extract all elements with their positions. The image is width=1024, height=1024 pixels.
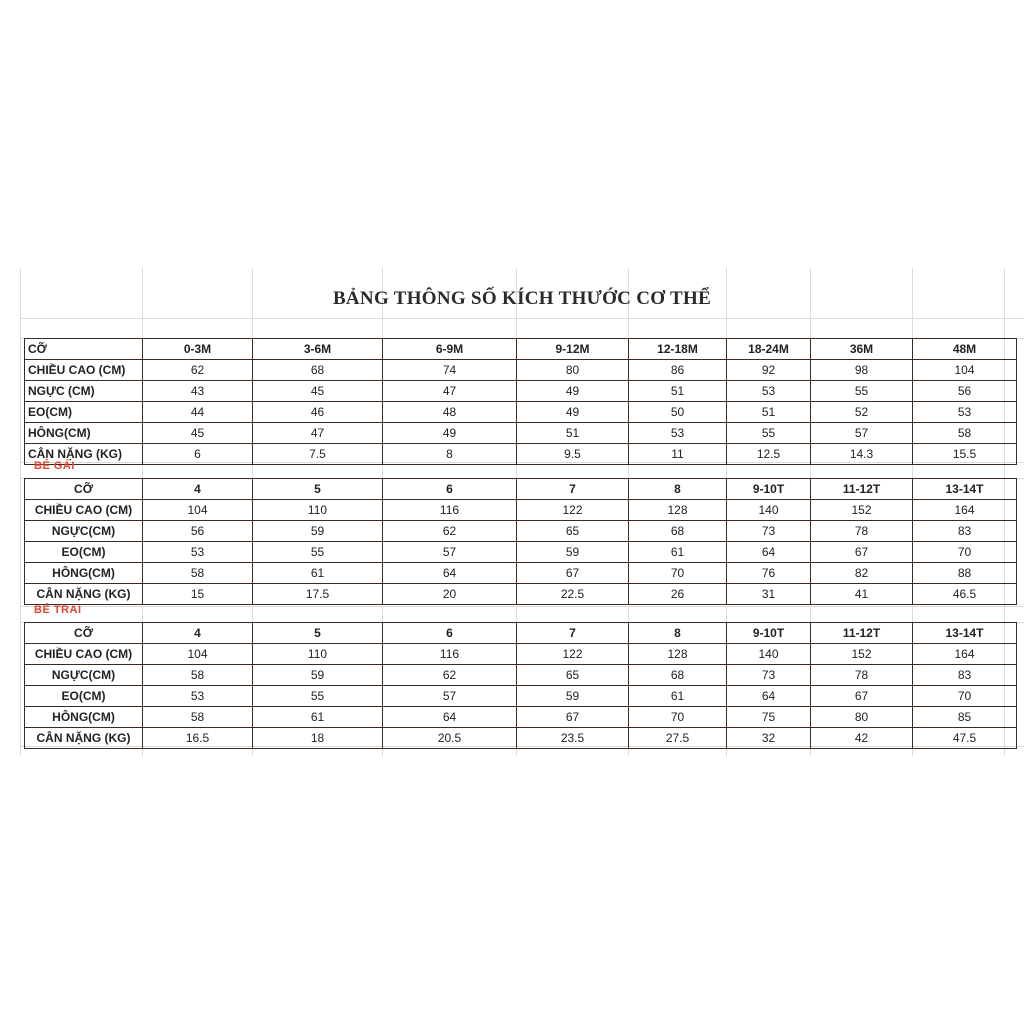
table-cell: 46.5 bbox=[913, 584, 1017, 605]
table-cell: 64 bbox=[383, 707, 517, 728]
table-cell: 6 bbox=[143, 444, 253, 465]
table-cell: 58 bbox=[913, 423, 1017, 444]
size-header-cell: 5 bbox=[253, 479, 383, 500]
table-cell: 67 bbox=[811, 686, 913, 707]
size-header-cell: 12-18M bbox=[629, 339, 727, 360]
row-label: HÔNG(CM) bbox=[25, 707, 143, 728]
table-cell: 55 bbox=[253, 542, 383, 563]
table-cell: 58 bbox=[143, 563, 253, 584]
table-cell: 50 bbox=[629, 402, 727, 423]
size-header-cell: 6-9M bbox=[383, 339, 517, 360]
table-cell: 116 bbox=[383, 500, 517, 521]
table-row bbox=[25, 707, 1017, 728]
table-cell: 55 bbox=[727, 423, 811, 444]
table-cell: 70 bbox=[629, 563, 727, 584]
spreadsheet bbox=[20, 268, 1024, 756]
table-row bbox=[25, 563, 1017, 584]
table-cell: 44 bbox=[143, 402, 253, 423]
table-cell: 70 bbox=[913, 542, 1017, 563]
page-title: BẢNG THÔNG SỐ KÍCH THƯỚC CƠ THỂ bbox=[332, 288, 712, 309]
table-cell: 26 bbox=[629, 584, 727, 605]
size-header-cell: 13-14T bbox=[913, 479, 1017, 500]
table-row bbox=[25, 521, 1017, 542]
table-cell: 104 bbox=[913, 360, 1017, 381]
table-row bbox=[25, 665, 1017, 686]
table-cell: 31 bbox=[727, 584, 811, 605]
table-row bbox=[25, 584, 1017, 605]
table-cell: 61 bbox=[253, 563, 383, 584]
table-cell: 61 bbox=[629, 542, 727, 563]
table-cell: 128 bbox=[629, 500, 727, 521]
table-cell: 56 bbox=[143, 521, 253, 542]
table-cell: 42 bbox=[811, 728, 913, 749]
row-label: EO(CM) bbox=[25, 402, 143, 423]
table-row bbox=[25, 381, 1017, 402]
table-cell: 45 bbox=[143, 423, 253, 444]
table-cell: 55 bbox=[811, 381, 913, 402]
table-cell: 9.5 bbox=[517, 444, 629, 465]
size-header-row bbox=[25, 623, 1017, 644]
table-cell: 65 bbox=[517, 665, 629, 686]
table-cell: 152 bbox=[811, 644, 913, 665]
table-cell: 53 bbox=[913, 402, 1017, 423]
table-cell: 104 bbox=[143, 644, 253, 665]
table-cell: 32 bbox=[727, 728, 811, 749]
table-cell: 27.5 bbox=[629, 728, 727, 749]
table-cell: 61 bbox=[629, 686, 727, 707]
table-cell: 59 bbox=[253, 521, 383, 542]
table-cell: 110 bbox=[253, 500, 383, 521]
table-cell: 68 bbox=[629, 665, 727, 686]
size-header-cell: 6 bbox=[383, 479, 517, 500]
table-cell: 140 bbox=[727, 644, 811, 665]
row-label: NGỰC(CM) bbox=[25, 521, 143, 542]
table-cell: 47 bbox=[253, 423, 383, 444]
row-label: NGỰC(CM) bbox=[25, 665, 143, 686]
size-header-cell: 9-12M bbox=[517, 339, 629, 360]
size-header-cell: 4 bbox=[143, 479, 253, 500]
table-cell: 48 bbox=[383, 402, 517, 423]
table-cell: 78 bbox=[811, 665, 913, 686]
table-cell: 116 bbox=[383, 644, 517, 665]
table-cell: 65 bbox=[517, 521, 629, 542]
table-cell: 70 bbox=[913, 686, 1017, 707]
table-cell: 82 bbox=[811, 563, 913, 584]
size-table-infant bbox=[24, 338, 1017, 465]
row-label: CÂN NẶNG (KG) bbox=[25, 584, 143, 605]
table-cell: 83 bbox=[913, 521, 1017, 542]
table-cell: 128 bbox=[629, 644, 727, 665]
size-header-cell: 36M bbox=[811, 339, 913, 360]
table-cell: 59 bbox=[517, 542, 629, 563]
table-cell: 98 bbox=[811, 360, 913, 381]
table-cell: 16.5 bbox=[143, 728, 253, 749]
table-cell: 23.5 bbox=[517, 728, 629, 749]
table-cell: 41 bbox=[811, 584, 913, 605]
table-cell: 83 bbox=[913, 665, 1017, 686]
table-cell: 7.5 bbox=[253, 444, 383, 465]
table-cell: 51 bbox=[727, 402, 811, 423]
table-cell: 62 bbox=[143, 360, 253, 381]
size-header-cell: 8 bbox=[629, 479, 727, 500]
table-cell: 122 bbox=[517, 500, 629, 521]
table-cell: 53 bbox=[143, 686, 253, 707]
table-row bbox=[25, 423, 1017, 444]
table-cell: 49 bbox=[517, 381, 629, 402]
table-cell: 51 bbox=[629, 381, 727, 402]
table-cell: 152 bbox=[811, 500, 913, 521]
table-cell: 52 bbox=[811, 402, 913, 423]
table-row bbox=[25, 402, 1017, 423]
table-cell: 45 bbox=[253, 381, 383, 402]
row-label: CÂN NẶNG (KG) bbox=[25, 444, 143, 465]
table-cell: 80 bbox=[517, 360, 629, 381]
size-header-cell: 18-24M bbox=[727, 339, 811, 360]
table-cell: 104 bbox=[143, 500, 253, 521]
table-cell: 53 bbox=[727, 381, 811, 402]
gridline bbox=[20, 318, 1024, 319]
table-cell: 15.5 bbox=[913, 444, 1017, 465]
size-header-row bbox=[25, 339, 1017, 360]
table-cell: 67 bbox=[517, 707, 629, 728]
size-header-cell: 9-10T bbox=[727, 623, 811, 644]
table-cell: 8 bbox=[383, 444, 517, 465]
table-cell: 53 bbox=[629, 423, 727, 444]
row-label: CHIỀU CAO (CM) bbox=[25, 500, 143, 521]
table-cell: 122 bbox=[517, 644, 629, 665]
row-label: NGỰC (CM) bbox=[25, 381, 143, 402]
table-cell: 46 bbox=[253, 402, 383, 423]
size-header-row bbox=[25, 479, 1017, 500]
size-header-cell: 7 bbox=[517, 623, 629, 644]
table-cell: 11 bbox=[629, 444, 727, 465]
size-header-cell: 48M bbox=[913, 339, 1017, 360]
row-label: EO(CM) bbox=[25, 542, 143, 563]
table-cell: 15 bbox=[143, 584, 253, 605]
row-label: HÔNG(CM) bbox=[25, 423, 143, 444]
table-cell: 67 bbox=[811, 542, 913, 563]
table-cell: 20 bbox=[383, 584, 517, 605]
table-row bbox=[25, 444, 1017, 465]
size-header-cell: 9-10T bbox=[727, 479, 811, 500]
table-cell: 12.5 bbox=[727, 444, 811, 465]
table-cell: 57 bbox=[383, 686, 517, 707]
table-row bbox=[25, 360, 1017, 381]
table-cell: 68 bbox=[629, 521, 727, 542]
row-label: CỠ bbox=[25, 623, 143, 644]
size-header-cell: 8 bbox=[629, 623, 727, 644]
table-cell: 88 bbox=[913, 563, 1017, 584]
table-cell: 55 bbox=[253, 686, 383, 707]
table-cell: 43 bbox=[143, 381, 253, 402]
table-cell: 64 bbox=[727, 686, 811, 707]
section-label-boys: BÉ TRAI bbox=[34, 604, 82, 616]
size-header-cell: 7 bbox=[517, 479, 629, 500]
table-cell: 51 bbox=[517, 423, 629, 444]
row-label: HÔNG(CM) bbox=[25, 563, 143, 584]
table-cell: 78 bbox=[811, 521, 913, 542]
gridline bbox=[20, 268, 21, 756]
row-label: CHIỀU CAO (CM) bbox=[25, 644, 143, 665]
table-cell: 49 bbox=[517, 402, 629, 423]
table-cell: 86 bbox=[629, 360, 727, 381]
table-row bbox=[25, 644, 1017, 665]
row-label: CÂN NẶNG (KG) bbox=[25, 728, 143, 749]
table-cell: 92 bbox=[727, 360, 811, 381]
size-header-cell: 5 bbox=[253, 623, 383, 644]
table-cell: 73 bbox=[727, 521, 811, 542]
row-label: CỠ bbox=[25, 339, 143, 360]
table-cell: 17.5 bbox=[253, 584, 383, 605]
table-cell: 85 bbox=[913, 707, 1017, 728]
table-cell: 64 bbox=[727, 542, 811, 563]
row-label: CỠ bbox=[25, 479, 143, 500]
table-cell: 140 bbox=[727, 500, 811, 521]
size-header-cell: 0-3M bbox=[143, 339, 253, 360]
table-cell: 110 bbox=[253, 644, 383, 665]
size-table-girls bbox=[24, 478, 1017, 605]
table-cell: 59 bbox=[517, 686, 629, 707]
table-cell: 56 bbox=[913, 381, 1017, 402]
table-row bbox=[25, 500, 1017, 521]
table-cell: 47 bbox=[383, 381, 517, 402]
table-cell: 57 bbox=[383, 542, 517, 563]
table-cell: 53 bbox=[143, 542, 253, 563]
table-cell: 70 bbox=[629, 707, 727, 728]
size-header-cell: 11-12T bbox=[811, 479, 913, 500]
section-label-girls: BÉ GÁI bbox=[34, 460, 75, 472]
size-header-cell: 11-12T bbox=[811, 623, 913, 644]
table-cell: 57 bbox=[811, 423, 913, 444]
table-cell: 64 bbox=[383, 563, 517, 584]
table-cell: 80 bbox=[811, 707, 913, 728]
table-cell: 62 bbox=[383, 665, 517, 686]
table-cell: 164 bbox=[913, 500, 1017, 521]
size-header-cell: 6 bbox=[383, 623, 517, 644]
size-table-boys bbox=[24, 622, 1017, 749]
table-cell: 76 bbox=[727, 563, 811, 584]
table-cell: 49 bbox=[383, 423, 517, 444]
table-cell: 164 bbox=[913, 644, 1017, 665]
table-cell: 73 bbox=[727, 665, 811, 686]
table-cell: 61 bbox=[253, 707, 383, 728]
table-cell: 58 bbox=[143, 665, 253, 686]
gridline bbox=[20, 606, 1024, 607]
table-cell: 18 bbox=[253, 728, 383, 749]
table-cell: 14.3 bbox=[811, 444, 913, 465]
table-row bbox=[25, 728, 1017, 749]
table-row bbox=[25, 686, 1017, 707]
table-cell: 67 bbox=[517, 563, 629, 584]
table-cell: 47.5 bbox=[913, 728, 1017, 749]
table-row bbox=[25, 542, 1017, 563]
table-cell: 58 bbox=[143, 707, 253, 728]
table-cell: 22.5 bbox=[517, 584, 629, 605]
table-cell: 20.5 bbox=[383, 728, 517, 749]
size-header-cell: 13-14T bbox=[913, 623, 1017, 644]
table-cell: 59 bbox=[253, 665, 383, 686]
table-cell: 68 bbox=[253, 360, 383, 381]
table-cell: 62 bbox=[383, 521, 517, 542]
row-label: CHIỀU CAO (CM) bbox=[25, 360, 143, 381]
table-cell: 75 bbox=[727, 707, 811, 728]
table-cell: 74 bbox=[383, 360, 517, 381]
size-header-cell: 3-6M bbox=[253, 339, 383, 360]
row-label: EO(CM) bbox=[25, 686, 143, 707]
size-header-cell: 4 bbox=[143, 623, 253, 644]
